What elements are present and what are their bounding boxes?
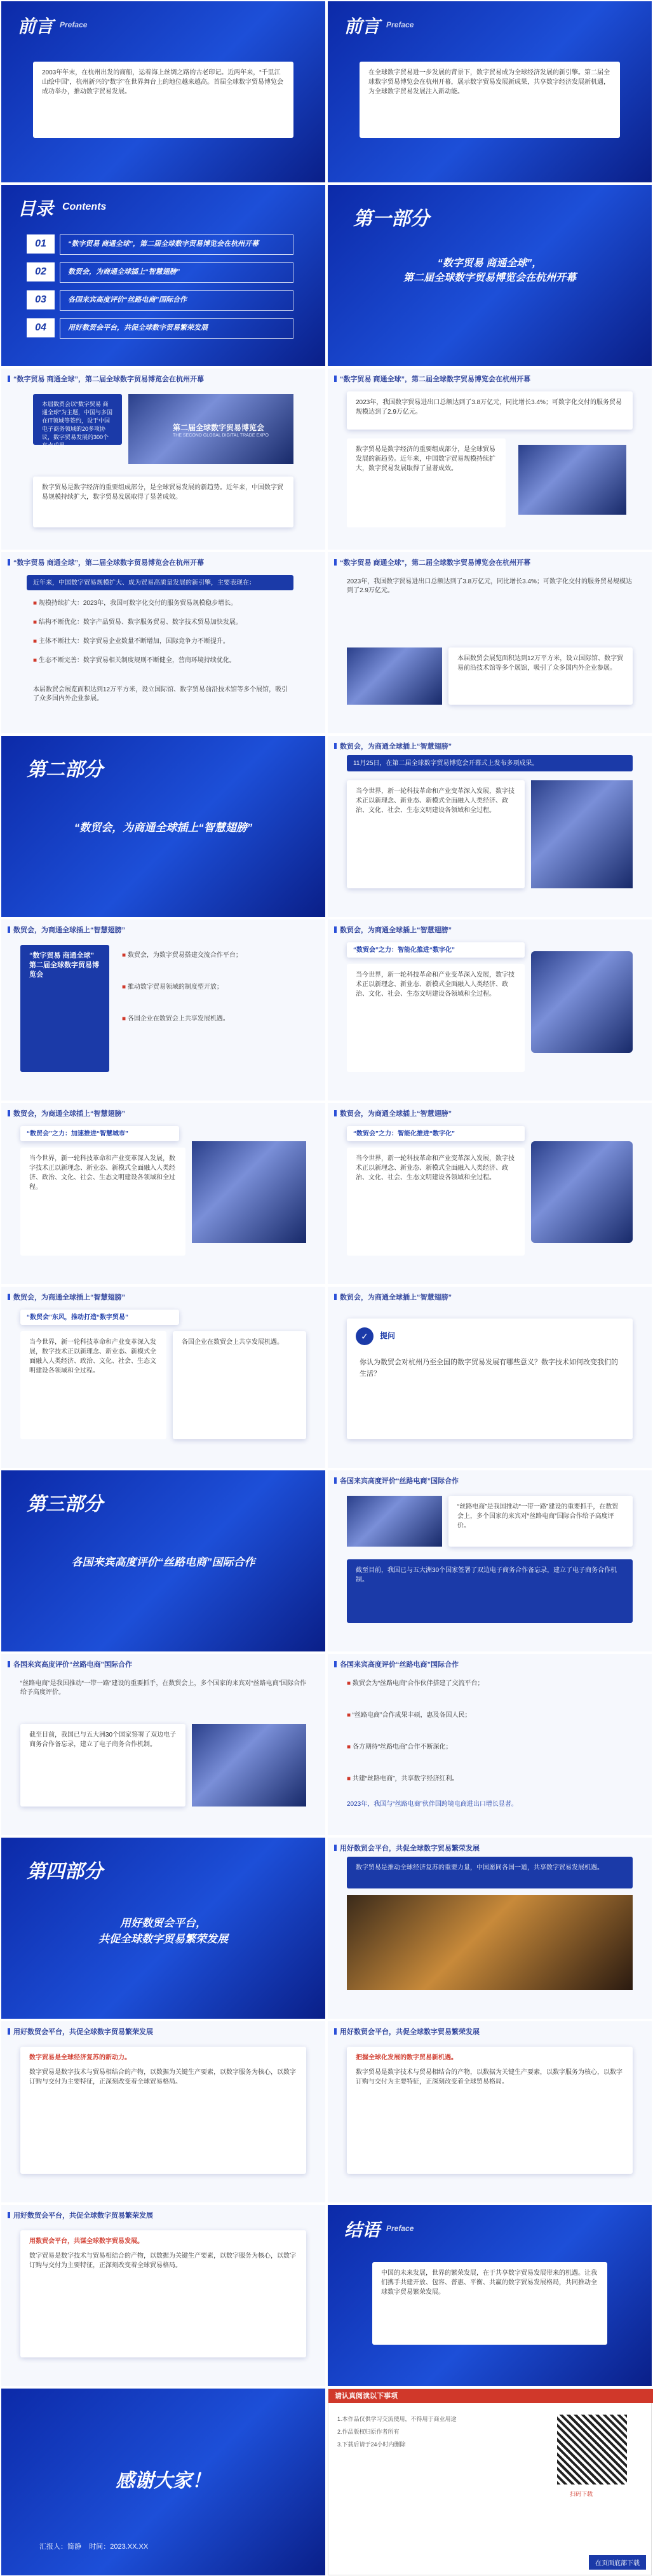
slide-part2-cover <box>1 736 325 917</box>
slide-part2-b <box>1 919 325 1101</box>
tech-image <box>531 951 633 1053</box>
conclusion-text: 中国的未来发展，世界的繁荣发展，在于共享数字贸易发展带来的机遇。让我们携手共建开放、包容、普惠、平衡、共赢的数字贸易发展格局，共同推动全球数字贸易繁荣发展。 <box>372 2262 607 2345</box>
qa-text: 你认为数贸会对杭州乃至全国的数字贸易发展有哪些意义？数字技术如何改变我们的生活？ <box>360 1359 618 1378</box>
part1-label: 第一部分 <box>353 208 429 229</box>
expo-booth-image <box>531 780 633 888</box>
part4-label: 第四部分 <box>27 1861 103 1882</box>
toc-num-2: 02 <box>27 262 55 281</box>
notice-line: 1.本作品仅供学习交流使用，不得用于商业用途 <box>337 2416 457 2422</box>
slide-header: 数贸会，为商通全球插上“智慧翅膀” <box>334 741 452 751</box>
preface-subtitle: Preface <box>60 20 88 29</box>
toc-title: 目录 <box>18 199 54 219</box>
section-text: 数字贸易是数字技术与贸易相结合的产物，以数据为关键生产要素，以数字服务为核心，以数字订购与交付为主要特征，正深刻改变着全球贸易格局。 <box>356 2069 623 2085</box>
stats-text: 数字贸易是数字经济的重要组成部分，是全球贸易发展的新趋势。近年来，中国数字贸易规模持续扩大，数字贸易发展取得了显著成效。 <box>347 438 506 527</box>
part2-label: 第二部分 <box>27 759 103 780</box>
slide-header: 各国来宾高度评价“丝路电商”国际合作 <box>334 1659 459 1669</box>
architecture-image <box>192 1724 306 1807</box>
slide-part1-c <box>1 552 325 733</box>
list-item: ■ 规模持续扩大：2023年，我国可数字化交付的服务贸易规模稳步增长。 <box>33 599 293 608</box>
section-heading: 数字贸易是全球经济复苏的新动力。 <box>29 2054 131 2061</box>
point-item: ■ 推动数字贸易领域的制度型开放； <box>122 983 306 992</box>
slide-part2-d <box>1 1103 325 1284</box>
body-text: “丝路电商”是我国推动“一带一路”建设的重要抓手，在数贸会上，多个国家的来宾对“丝路电商”国际合作给予高度评价。 <box>20 1680 306 1696</box>
sub-text-2: 各国企业在数贸会上共享发展机遇。 <box>173 1331 306 1439</box>
slide-header: 数贸会，为商通全球插上“智慧翅膀” <box>8 1108 125 1118</box>
qa-title: 提问 <box>380 1331 396 1340</box>
slide-header: 用好数贸会平台，共促全球数字贸易繁荣发展 <box>8 2210 153 2220</box>
text-box: 截至目前，我国已与五大洲30个国家签署了双边电子商务合作备忘录，建立了电子商务合作机制。 <box>20 1724 185 1807</box>
notice-line: 2.作品版权归原作者所有 <box>337 2429 400 2435</box>
toc-num-1: 01 <box>27 234 55 254</box>
list-item: ■ 主体不断壮大：数字贸易企业数量不断增加，国际竞争力不断提升。 <box>33 637 293 646</box>
date-value: 2023.XX.XX <box>110 2543 149 2551</box>
section-heading: 用数贸会平台，共谋全球数字贸易发展。 <box>29 2238 144 2245</box>
part2-title: “数贸会，为商通全球插上“智慧翅膀” <box>74 822 253 834</box>
part4-title: 用好数贸会平台， 共促全球数字贸易繁荣发展 <box>98 1917 228 1945</box>
part3-title: 各国来宾高度评价“丝路电商”国际合作 <box>71 1556 255 1568</box>
slide-part4-b <box>1 2021 325 2202</box>
list-item: ■ 各方期待“丝路电商”合作不断深化； <box>347 1743 633 1752</box>
slide-header: 各国来宾高度评价“丝路电商”国际合作 <box>8 1659 132 1669</box>
slide-header: “数字贸易 商通全球”，第二届全球数字贸易博览会在杭州开幕 <box>334 374 530 384</box>
sub-heading: “数贸会”之力：加速推进“智慧城市” <box>20 1126 179 1141</box>
intro-box: 本届数贸会以“数字贸易 商通全球”为主题，中国与多国在IT领域等签约，设于中国电子商务领域的20多项协议，数字贸易发展的300个亮点成果。 <box>33 394 122 445</box>
slide-part4-a <box>328 1838 652 2019</box>
section-text: 数字贸易是数字技术与贸易相结合的产物，以数据为关键生产要素，以数字服务为核心，以数字订购与交付为主要特征，正深刻改变着全球贸易格局。 <box>29 2253 296 2269</box>
notice-title: 请认真阅读以下事项 <box>328 2389 653 2403</box>
slide-header: 数贸会，为商通全球插上“智慧翅膀” <box>334 1108 452 1118</box>
slide-part1-b <box>328 369 652 550</box>
part1-title: “数字贸易 商通全球”， 第二届全球数字贸易博览会在杭州开幕 <box>403 258 576 283</box>
slide-header: 用好数贸会平台，共促全球数字贸易繁荣发展 <box>8 2026 153 2037</box>
toc-item-3[interactable] <box>27 290 293 309</box>
silk-road-image <box>347 1496 442 1547</box>
slide-thanks <box>1 2389 325 2575</box>
slide-header: 数贸会，为商通全球插上“智慧翅膀” <box>334 925 452 935</box>
slide-part2-f <box>1 1287 325 1468</box>
presenter-label: 汇报人： <box>39 2543 67 2551</box>
slide-part4-cover <box>1 1838 325 2019</box>
slide-part2-c <box>328 919 652 1101</box>
banner: 11月25日，在第二届全球数字贸易博览会开幕式上发布多项成果。 <box>347 755 633 771</box>
slide-part2-a <box>328 736 652 917</box>
point-item: ■ 各国企业在数贸会上共享发展机遇。 <box>122 1015 306 1024</box>
list-item: ■ 生态不断完善：数字贸易相关制度规则不断健全，营商环境持续优化。 <box>33 656 293 665</box>
qa-box <box>347 1319 633 1439</box>
slide-part1-a <box>1 369 325 550</box>
sub-text: 当今世界，新一轮科技革命和产业变革深入发展，数字技术正以新理念、新业态、新模式全面融入人类经济、政治、文化、社会、生态文明建设各领域和全过程。 <box>347 964 525 1072</box>
presenter-row <box>39 2541 148 2551</box>
toc-label-1: “数字贸易 商通全球”，第二届全球数字贸易博览会在杭州开幕 <box>60 234 293 255</box>
date-label: 时间： <box>89 2543 111 2551</box>
slide-part3-cover <box>1 1470 325 1651</box>
expo-banner-image <box>128 394 293 464</box>
quote-box: 数字贸易是数字经济的重要组成部分，是全球贸易发展的新趋势。近年来，中国数字贸易规模持续扩大，数字贸易发展取得了显著成效。 <box>33 477 293 527</box>
slide-header: 数贸会，为商通全球插上“智慧翅膀” <box>8 925 125 935</box>
thanks-title: 感谢大家！ <box>116 2471 211 2491</box>
content-box <box>347 2047 633 2174</box>
list-item: ■ 数贸会为“丝路电商”合作伙伴搭建了交流平台； <box>347 1679 633 1688</box>
stats-box: 2023年，我国数字贸易进出口总额达到了3.8万亿元，同比增长3.4%；可数字化交付的服务贸易规模达到了2.9万亿元。 <box>347 391 633 430</box>
list-item: ■ 共建“丝路电商”，共享数字经济红利。 <box>347 1775 633 1784</box>
download-notice <box>328 2389 652 2575</box>
preface-subtitle-2: Preface <box>386 20 414 29</box>
preface-text-box-2: 在全球数字贸易进一步发展的背景下，数字贸易成为全球经济发展的新引擎。第二届全球数字贸易博览会在杭州开幕，展示数字贸易发展新成果，共享数字经济发展新机遇，为全球数字贸易发展注入新动能。 <box>360 62 620 138</box>
check-icon: ✓ <box>356 1327 374 1345</box>
slide-header: 用好数贸会平台，共促全球数字贸易繁荣发展 <box>334 2026 480 2037</box>
sub-heading: “数贸会”东风，推动打造“数字贸易” <box>20 1310 179 1325</box>
notice-line: 3.下载后请于24小时内删除 <box>337 2441 406 2448</box>
expo-name-en: THE SECOND GLOBAL DIGITAL TRADE EXPO <box>173 433 269 438</box>
slide-header: “数字贸易 商通全球”，第二届全球数字贸易博览会在杭州开幕 <box>334 557 530 567</box>
text-box-2: 截至目前，我国已与五大洲30个国家签署了双边电子商务合作备忘录，建立了电子商务合作机制。 <box>347 1559 633 1623</box>
city-image <box>347 647 442 705</box>
section-text: 数字贸易是数字技术与贸易相结合的产物，以数据为关键生产要素，以数字服务为核心，以数字订购与交付为主要特征，正深刻改变着全球贸易格局。 <box>29 2069 296 2085</box>
slide-header: “数字贸易 商通全球”，第二届全球数字贸易博览会在杭州开幕 <box>8 557 204 567</box>
sidebar-title: “数字贸易 商通全球” 第二届全球数字贸易博览会 <box>20 945 109 1072</box>
toc-num-4: 04 <box>27 318 55 337</box>
toc-subtitle: Contents <box>62 201 107 212</box>
slide-part1-d <box>328 552 652 733</box>
slide-part1-cover <box>328 185 652 366</box>
body-text: 2023年，我国数字贸易进出口总额达到了3.8万亿元，同比增长3.4%；可数字化交付的服务贸易规模达到了2.9万亿元。 <box>347 578 632 594</box>
summary-text: 本届数贸会展览面积达到12万平方米，设立国际馆、数字贸易前沿技术馆等多个展馆，吸引了众多国内外企业参展。 <box>33 686 288 702</box>
point-item: ■ 数贸会，为数字贸易搭建交流合作平台； <box>122 951 306 960</box>
slide-part4-d <box>1 2205 325 2386</box>
slide-preface-2 <box>328 1 652 182</box>
toc-label-2: 数贸会，为商通全球插上“智慧翅膀” <box>60 262 293 283</box>
part3-label: 第三部分 <box>27 1494 103 1515</box>
list-title: 近年来，中国数字贸易规模扩大、成为贸易高质量发展的新引擎，主要表现在： <box>27 575 293 590</box>
list-item: ■ 结构不断优化：数字产品贸易、数字服务贸易、数字技术贸易加快发展。 <box>33 618 293 627</box>
toc-item-4[interactable] <box>27 318 293 337</box>
conclusion-subtitle: Preface <box>386 2224 414 2233</box>
slide-part3-c <box>328 1654 652 1835</box>
presenter-name: 简静 <box>67 2543 81 2551</box>
expo-hall-image <box>518 445 626 515</box>
slide-part2-qa <box>328 1287 652 1468</box>
slide-part2-e <box>328 1103 652 1284</box>
slide-header: 各国来宾高度评价“丝路电商”国际合作 <box>334 1475 459 1486</box>
scan-text: 扫码下载 <box>570 2491 593 2497</box>
great-wall-image <box>347 1895 633 1990</box>
content-box <box>20 2230 306 2357</box>
sub-text: 当今世界，新一轮科技革命和产业变革深入发展，数字技术正以新理念、新业态、新模式全面融入人类经济、政治、文化、社会、生态文明建设各领域和全过程。 <box>20 1148 185 1256</box>
content-box <box>20 2047 306 2174</box>
list-item: ■ “丝路电商”合作成果丰硕，惠及各国人民； <box>347 1711 633 1720</box>
sub-text: 当今世界，新一轮科技革命和产业变革深入发展，数字技术正以新理念、新业态、新模式全面融入人类经济、政治、文化、社会、生态文明建设各领域和全过程。 <box>347 1148 525 1256</box>
summary-box: 本届数贸会展览面积达到12万平方米，设立国际馆、数字贸易前沿技术馆等多个展馆，吸引了众多国内外企业参展。 <box>448 647 633 705</box>
slide-header: 数贸会，为商通全球插上“智慧翅膀” <box>334 1292 452 1302</box>
section-heading: 把握全球化发展的数字贸易新机遇。 <box>356 2054 457 2061</box>
sub-heading: “数贸会”之力：智能化推进“数字化” <box>347 1126 525 1141</box>
download-button[interactable]: 在页面底部下载 <box>589 2555 646 2570</box>
toc-item-2[interactable] <box>27 262 293 281</box>
slide-conclusion <box>328 2205 652 2386</box>
slide-preface-1 <box>1 1 325 182</box>
preface-title: 前言 <box>18 17 54 36</box>
data-point: 2023年，我国与“丝路电商”伙伴国跨境电商进出口增长显著。 <box>347 1801 518 1808</box>
toc-label-4: 用好数贸会平台，共促全球数字贸易繁荣发展 <box>60 318 293 339</box>
sub-text-1: 当今世界，新一轮科技革命和产业变革深入发展，数字技术正以新理念、新业态、新模式全面融入人类经济、政治、文化、社会、生态文明建设各领域和全过程。 <box>20 1331 166 1439</box>
expo-name: 第二届全球数字贸易博览会 <box>173 423 265 432</box>
slide-part3-a <box>328 1470 652 1651</box>
slide-part3-b <box>1 1654 325 1835</box>
digital-image <box>531 1141 633 1243</box>
preface-text-box: 2003年年末，在杭州出发的商船，运着海上丝绸之路的古老印记。近两年来，“千里江山绘中国”，杭州新兴的“数字”在世界舞台上的地位越来越高。首届全球数字贸易博览会成功举办，推动数字贸易发展。 <box>33 62 293 138</box>
text-box-1: “丝路电商”是我国推动“一带一路”建设的重要抓手，在数贸会上，多个国家的来宾对“丝路电商”国际合作给予高度评价。 <box>448 1496 633 1547</box>
slide-header: “数字贸易 商通全球”，第二届全球数字贸易博览会在杭州开幕 <box>8 374 204 384</box>
conclusion-title: 结语 <box>344 2220 380 2240</box>
slide-part4-c <box>328 2021 652 2202</box>
slide-header: 用好数贸会平台，共促全球数字贸易繁荣发展 <box>334 1843 480 1853</box>
preface-title-2: 前言 <box>344 17 380 36</box>
highlight-box: 数字贸易是推动全球经济复苏的重要力量，中国愿同各国一道，共享数字贸易发展机遇。 <box>347 1857 633 1888</box>
qr-code-icon <box>557 2415 627 2484</box>
slide-toc <box>1 185 325 366</box>
slide-header: 数贸会，为商通全球插上“智慧翅膀” <box>8 1292 125 1302</box>
toc-label-3: 各国来宾高度评价“丝路电商”国际合作 <box>60 290 293 311</box>
smart-city-image <box>192 1141 306 1243</box>
toc-num-3: 03 <box>27 290 55 309</box>
sub-heading: “数贸会”之力：智能化推进“数字化” <box>347 942 525 958</box>
quote-box: 当今世界，新一轮科技革命和产业变革深入发展，数字技术正以新理念、新业态、新模式全面融入人类经济、政治、文化、社会、生态文明建设各领域和全过程。 <box>347 780 525 888</box>
toc-item-1[interactable] <box>27 234 293 254</box>
